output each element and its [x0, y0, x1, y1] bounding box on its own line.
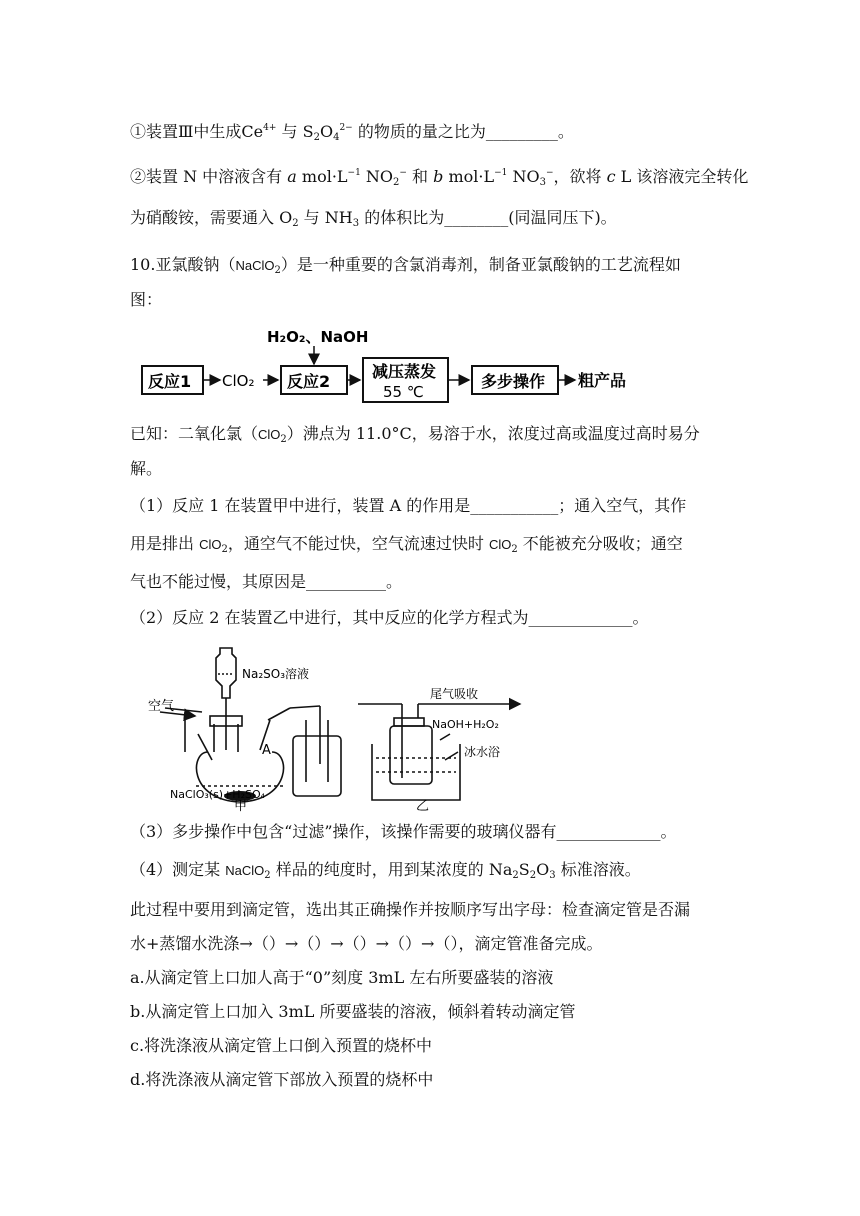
text: 此过程中要用到滴定管，选出其正确操作并按顺序写出字母：检查滴定管是否漏 [130, 900, 691, 919]
subscript: 2 [280, 434, 287, 445]
text: L 该溶液完全转化 [615, 167, 749, 186]
formula: NaClO [235, 258, 275, 273]
text: ，通空气不能过快，空气流速过快时 [227, 534, 489, 553]
subscript: 2 [511, 544, 518, 555]
subscript: 2 [292, 218, 299, 229]
subscript: 3 [352, 218, 360, 229]
subscript: 2 [512, 870, 519, 881]
text: 为硝酸铵，需要通入 O [130, 208, 293, 227]
process-flow-diagram [135, 322, 655, 406]
label-reactants: NaClO₃(s)+H₂SO₄ [170, 788, 266, 801]
label-a: A [262, 743, 271, 758]
text: （1）反应 1 在装置甲中进行，装置 A 的作用是___________；通入空气，其作 [130, 496, 687, 515]
text: 解。 [130, 459, 163, 478]
text: 与 NH [298, 208, 353, 227]
subquestion-3 [130, 822, 677, 842]
variable: a [287, 167, 297, 186]
known-info-line2 [130, 459, 162, 479]
question-10-intro-line2 [130, 290, 162, 310]
text: c.将洗涤液从滴定管上口倒入预置的烧杯中 [130, 1036, 433, 1055]
question-iii-part2 [130, 163, 748, 193]
text: 的物质的量之比为_________。 [352, 122, 574, 141]
question-iii-part1 [130, 118, 574, 148]
flow-box1-label: 反应1 [148, 372, 192, 391]
flow-product: 粗产品 [578, 371, 627, 390]
formula: ClO [488, 537, 512, 552]
superscript: −1 [347, 168, 361, 178]
label-tail-gas: 尾气吸收 [430, 687, 479, 701]
label-ice-bath: 冰水浴 [464, 745, 501, 759]
text: 已知：二氧化氯（ [130, 424, 259, 443]
text: 气也不能过慢，其原因是__________。 [130, 572, 403, 591]
text: O [319, 122, 334, 141]
text: 10.亚氯酸钠（ [130, 255, 236, 274]
text: 与 S [276, 122, 314, 141]
option-d [130, 1070, 433, 1090]
procedure-line1 [130, 900, 690, 920]
subscript: 3 [549, 870, 556, 881]
subscript: 2 [313, 132, 320, 143]
text: ，欲将 [553, 167, 607, 186]
question-iii-part2-cont [130, 208, 617, 234]
label-air: 空气 [148, 699, 175, 714]
flow-box3-line1: 减压蒸发 [372, 362, 437, 381]
subscript: 2 [393, 177, 400, 188]
text: b.从滴定管上口加入 3mL 所要盛装的溶液，倾斜着转动滴定管 [130, 1002, 576, 1021]
formula: ClO [199, 537, 222, 552]
superscript: 4+ [263, 123, 277, 133]
text: 的体积比为________(同温同压下)。 [359, 208, 617, 227]
question-10-intro [130, 255, 681, 281]
option-c [130, 1036, 432, 1056]
option-a [130, 968, 553, 988]
superscript: −1 [494, 168, 508, 178]
text: 样品的纯度时，用到某浓度的 Na [270, 860, 513, 879]
variable: c [606, 167, 616, 186]
subscript: 2 [274, 265, 281, 276]
text: mol·L [296, 167, 348, 186]
subquestion-1 [130, 496, 686, 516]
subscript: 2 [264, 870, 271, 881]
procedure-line2 [130, 934, 602, 954]
text: O [536, 860, 550, 879]
text: （4）测定某 [130, 860, 226, 879]
text: ①装置Ⅲ中生成Ce [130, 122, 264, 141]
variable: b [433, 167, 444, 186]
text: NO [360, 167, 394, 186]
label-naoh-h2o2: NaOH+H₂O₂ [432, 718, 499, 731]
label-yi: 乙 [416, 799, 430, 812]
subscript: 2 [529, 870, 537, 881]
subquestion-2 [130, 608, 649, 628]
flow-box2-label: 反应2 [287, 372, 331, 391]
flow-clo2: ClO₂ [222, 372, 255, 390]
text: mol·L [443, 167, 495, 186]
superscript: − [545, 168, 554, 178]
superscript: − [399, 168, 407, 178]
text: （3）多步操作中包含“过滤”操作，该操作需要的玻璃仪器有_____________。 [130, 822, 677, 841]
subscript: 4 [333, 132, 340, 143]
subquestion-1-line3 [130, 572, 402, 592]
formula: NaClO [225, 863, 265, 878]
text: 标准溶液。 [555, 860, 641, 879]
text: 和 [406, 167, 434, 186]
formula: ClO [258, 427, 281, 442]
subscript: 2 [221, 544, 228, 555]
apparatus-figure [140, 640, 540, 812]
text: （2）反应 2 在装置乙中进行，其中反应的化学方程式为_____________。 [130, 608, 649, 627]
flow-box3-line2: 55 ℃ [383, 383, 424, 401]
text: 用是排出 [130, 534, 200, 553]
flow-reagents: H₂O₂、NaOH [267, 328, 369, 346]
text: a.从滴定管上口加人高于“0”刻度 3mL 左右所要盛装的溶液 [130, 968, 554, 987]
text: NO [507, 167, 540, 186]
text: ）是一种重要的含氯消毒剂，制备亚氯酸钠的工艺流程如 [280, 255, 681, 274]
subquestion-4 [130, 860, 641, 886]
text: d.将洗涤液从滴定管下部放入预置的烧杯中 [130, 1070, 434, 1089]
subscript: 3 [539, 177, 546, 188]
flow-box4-label: 多步操作 [481, 372, 546, 391]
known-info [130, 424, 700, 450]
text: ②装置 N 中溶液含有 [130, 167, 288, 186]
text: 图： [130, 290, 163, 309]
option-b [130, 1002, 575, 1022]
superscript: 2− [339, 123, 353, 133]
subquestion-1-line2 [130, 534, 683, 560]
label-jia: 甲 [234, 799, 248, 812]
label-na2so3: Na₂SO₃溶液 [242, 667, 310, 681]
text: S [518, 860, 530, 879]
text: 水+蒸馏水洗涤→（）→（）→（）→（）→（），滴定管准备完成。 [130, 934, 603, 953]
text: 不能被充分吸收；通空 [517, 534, 683, 553]
text: ）沸点为 11.0°C，易溶于水，浓度过高或温度过高时易分 [286, 424, 700, 443]
